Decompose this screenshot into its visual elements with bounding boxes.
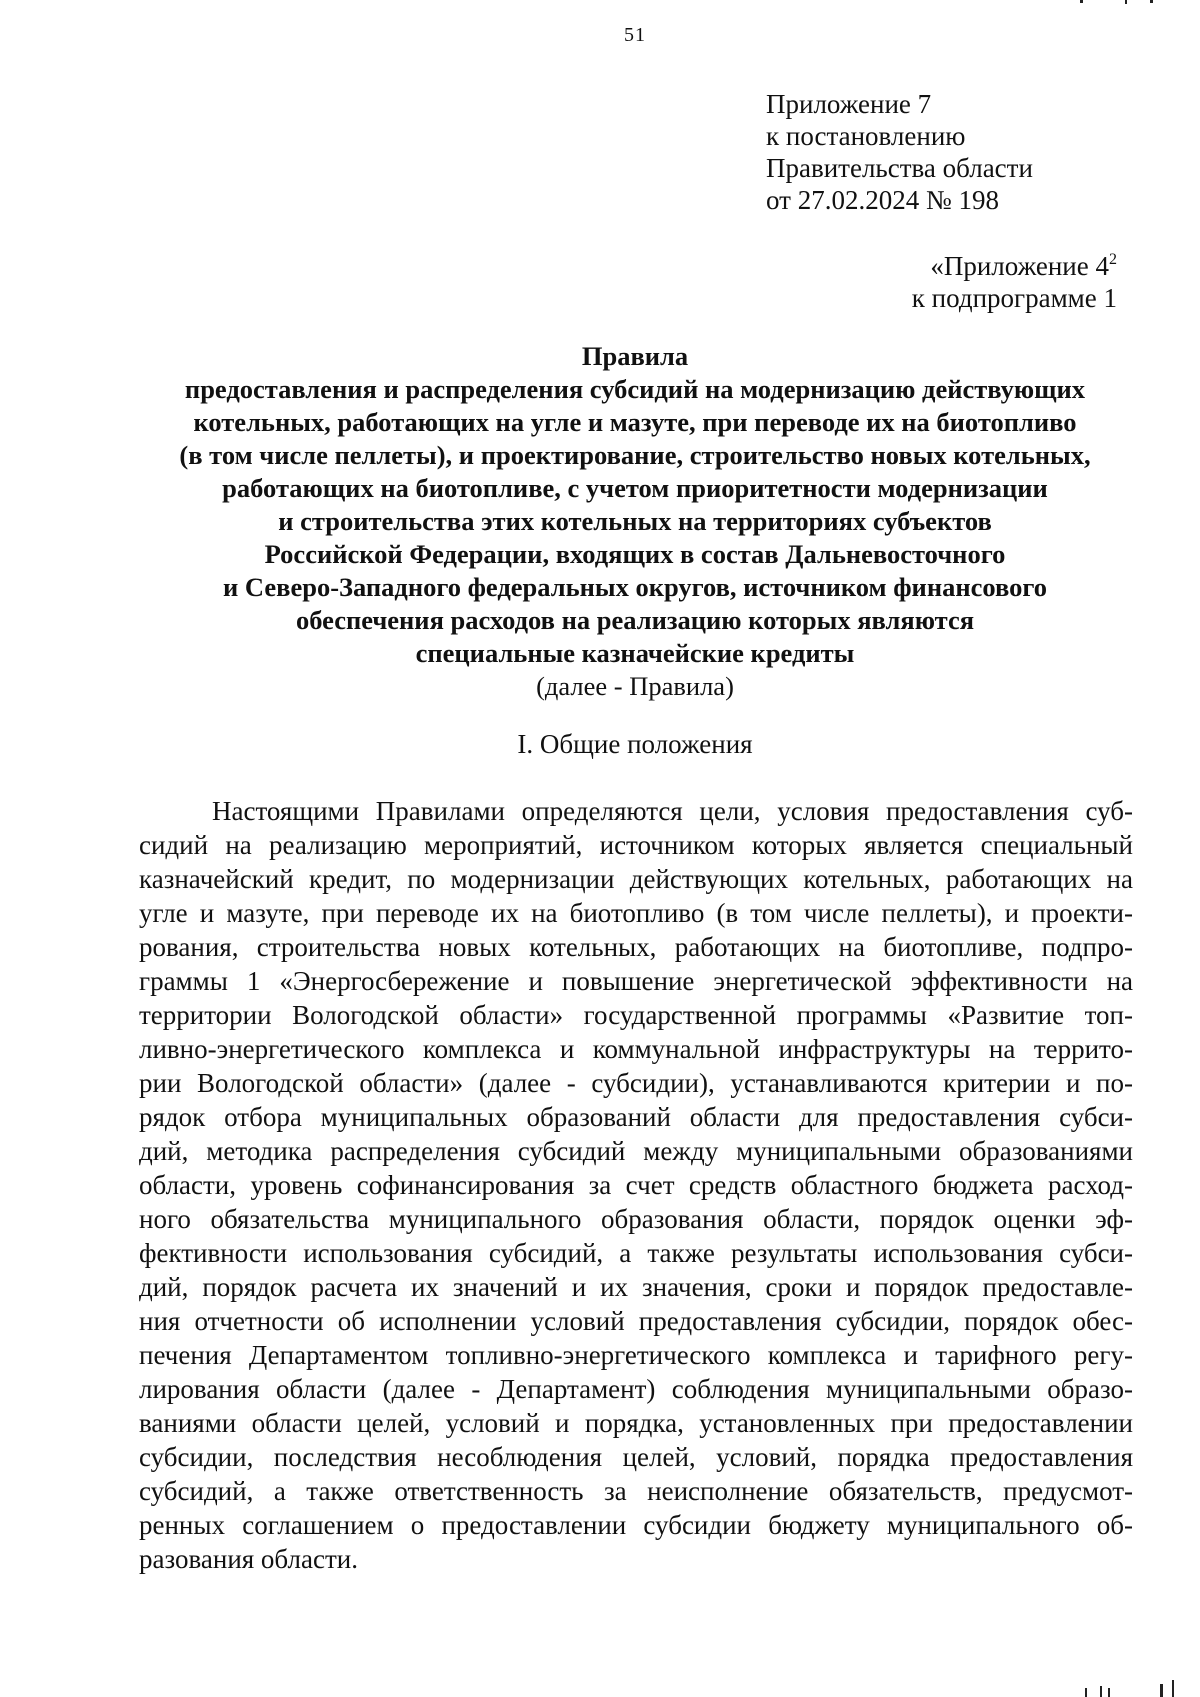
scan-artifact xyxy=(1085,1688,1087,1697)
paragraph-line: граммы 1 «Энергосбережение и повышение энергетической эффективности на xyxy=(139,966,1133,996)
paragraph-line: дий, порядок расчета их значений и их значения, сроки и порядок предоставле- xyxy=(139,1272,1133,1302)
paragraph-line: рии Вологодской области» (далее - субсидии), устанавливаются критерии и по- xyxy=(139,1068,1133,1098)
appendix-line: Приложение 7 xyxy=(766,89,932,119)
scan-artifact xyxy=(1160,1684,1163,1697)
appendix-line: к постановлению xyxy=(766,121,966,151)
body-paragraph xyxy=(139,794,1133,1576)
sub-appendix-label: «Приложение 4 xyxy=(930,251,1109,281)
paragraph-line: Настоящими Правилами определяются цели, условия предоставления суб- xyxy=(212,796,1133,826)
title-line: Российской Федерации, входящих в состав Дальневосточного xyxy=(264,539,1006,569)
paragraph-line: разования области. xyxy=(139,1544,358,1574)
scan-artifact xyxy=(1125,0,1127,4)
paragraph-line: ливно-энергетического комплекса и коммунальной инфраструктуры на террито- xyxy=(139,1034,1133,1064)
scan-artifact xyxy=(1150,0,1153,3)
scan-artifact xyxy=(1108,1688,1110,1697)
title-line: Правила xyxy=(581,341,689,371)
paragraph-line: субсидии, последствия несоблюдения целей, условий, порядка предоставления xyxy=(139,1442,1133,1472)
sub-appendix-line xyxy=(912,250,1117,282)
title-line: и Северо-Западного федеральных округов, источником финансового xyxy=(223,572,1047,602)
document-title xyxy=(100,340,1170,703)
paragraph-line: рования, строительства новых котельных, работающих на биотопливе, подпро- xyxy=(139,932,1133,962)
sub-appendix-line: к подпрограмме 1 xyxy=(911,283,1117,313)
sub-appendix-header xyxy=(912,250,1117,314)
paragraph-line: угле и мазуте, при переводе их на биотопливо (в том числе пеллеты), и проекти- xyxy=(139,898,1133,928)
paragraph-line: печения Департаментом топливно-энергетического комплекса и тарифного регу- xyxy=(139,1340,1133,1370)
paragraph-line: сидий на реализацию мероприятий, источником которых является специальный xyxy=(139,830,1133,860)
paragraph-line: области, уровень софинансирования за счет средств областного бюджета расход- xyxy=(139,1170,1133,1200)
title-line: (в том числе пеллеты), и проектирование, строительство новых котельных, xyxy=(179,440,1091,470)
paragraph-line: фективности использования субсидий, а также результаты использования субси- xyxy=(139,1238,1133,1268)
scan-artifact xyxy=(1100,1686,1102,1697)
section-heading: I. Общие положения xyxy=(517,729,753,759)
paragraph-line: дий, методика распределения субсидий между муниципальными образованиями xyxy=(139,1136,1133,1166)
paragraph-line: ного обязательства муниципального образования области, порядок оценки эф- xyxy=(139,1204,1133,1234)
title-line: специальные казначейские кредиты xyxy=(415,638,855,668)
page-number: 51 xyxy=(624,24,646,46)
paragraph-line: казначейский кредит, по модернизации действующих котельных, работающих на xyxy=(139,864,1133,894)
paragraph-line: ния отчетности об исполнении условий предоставления субсидии, порядок обес- xyxy=(139,1306,1133,1336)
title-line: предоставления и распределения субсидий на модернизацию действующих xyxy=(184,374,1086,404)
title-line: котельных, работающих на угле и мазуте, при переводе их на биотопливо xyxy=(193,407,1077,437)
appendix-line: Правительства области xyxy=(766,153,1033,183)
paragraph-line: ренных соглашением о предоставлении субсидии бюджету муниципального об- xyxy=(139,1510,1133,1540)
paragraph-line: лирования области (далее - Департамент) соблюдения муниципальными образо- xyxy=(139,1374,1133,1404)
paragraph-line: субсидий, а также ответственность за неисполнение обязательств, предусмот- xyxy=(139,1476,1133,1506)
title-note: (далее - Правила) xyxy=(536,671,734,701)
appendix-header xyxy=(766,88,1033,216)
title-line: и строительства этих котельных на территориях субъектов xyxy=(278,506,992,536)
title-line: работающих на биотопливе, с учетом приоритетности модернизации xyxy=(222,473,1048,503)
scan-artifact xyxy=(1080,0,1083,3)
paragraph-line: ваниями области целей, условий и порядка, установленных при предоставлении xyxy=(139,1408,1133,1438)
title-line: обеспечения расходов на реализацию которых являются xyxy=(295,605,975,635)
paragraph-line: территории Вологодской области» государственной программы «Развитие топ- xyxy=(139,1000,1133,1030)
paragraph-line: рядок отбора муниципальных образований области для предоставления субси- xyxy=(139,1102,1133,1132)
sub-appendix-superscript: 2 xyxy=(1109,251,1117,268)
appendix-date-number: от 27.02.2024 № 198 xyxy=(766,185,999,215)
scan-artifact xyxy=(1172,1680,1174,1697)
